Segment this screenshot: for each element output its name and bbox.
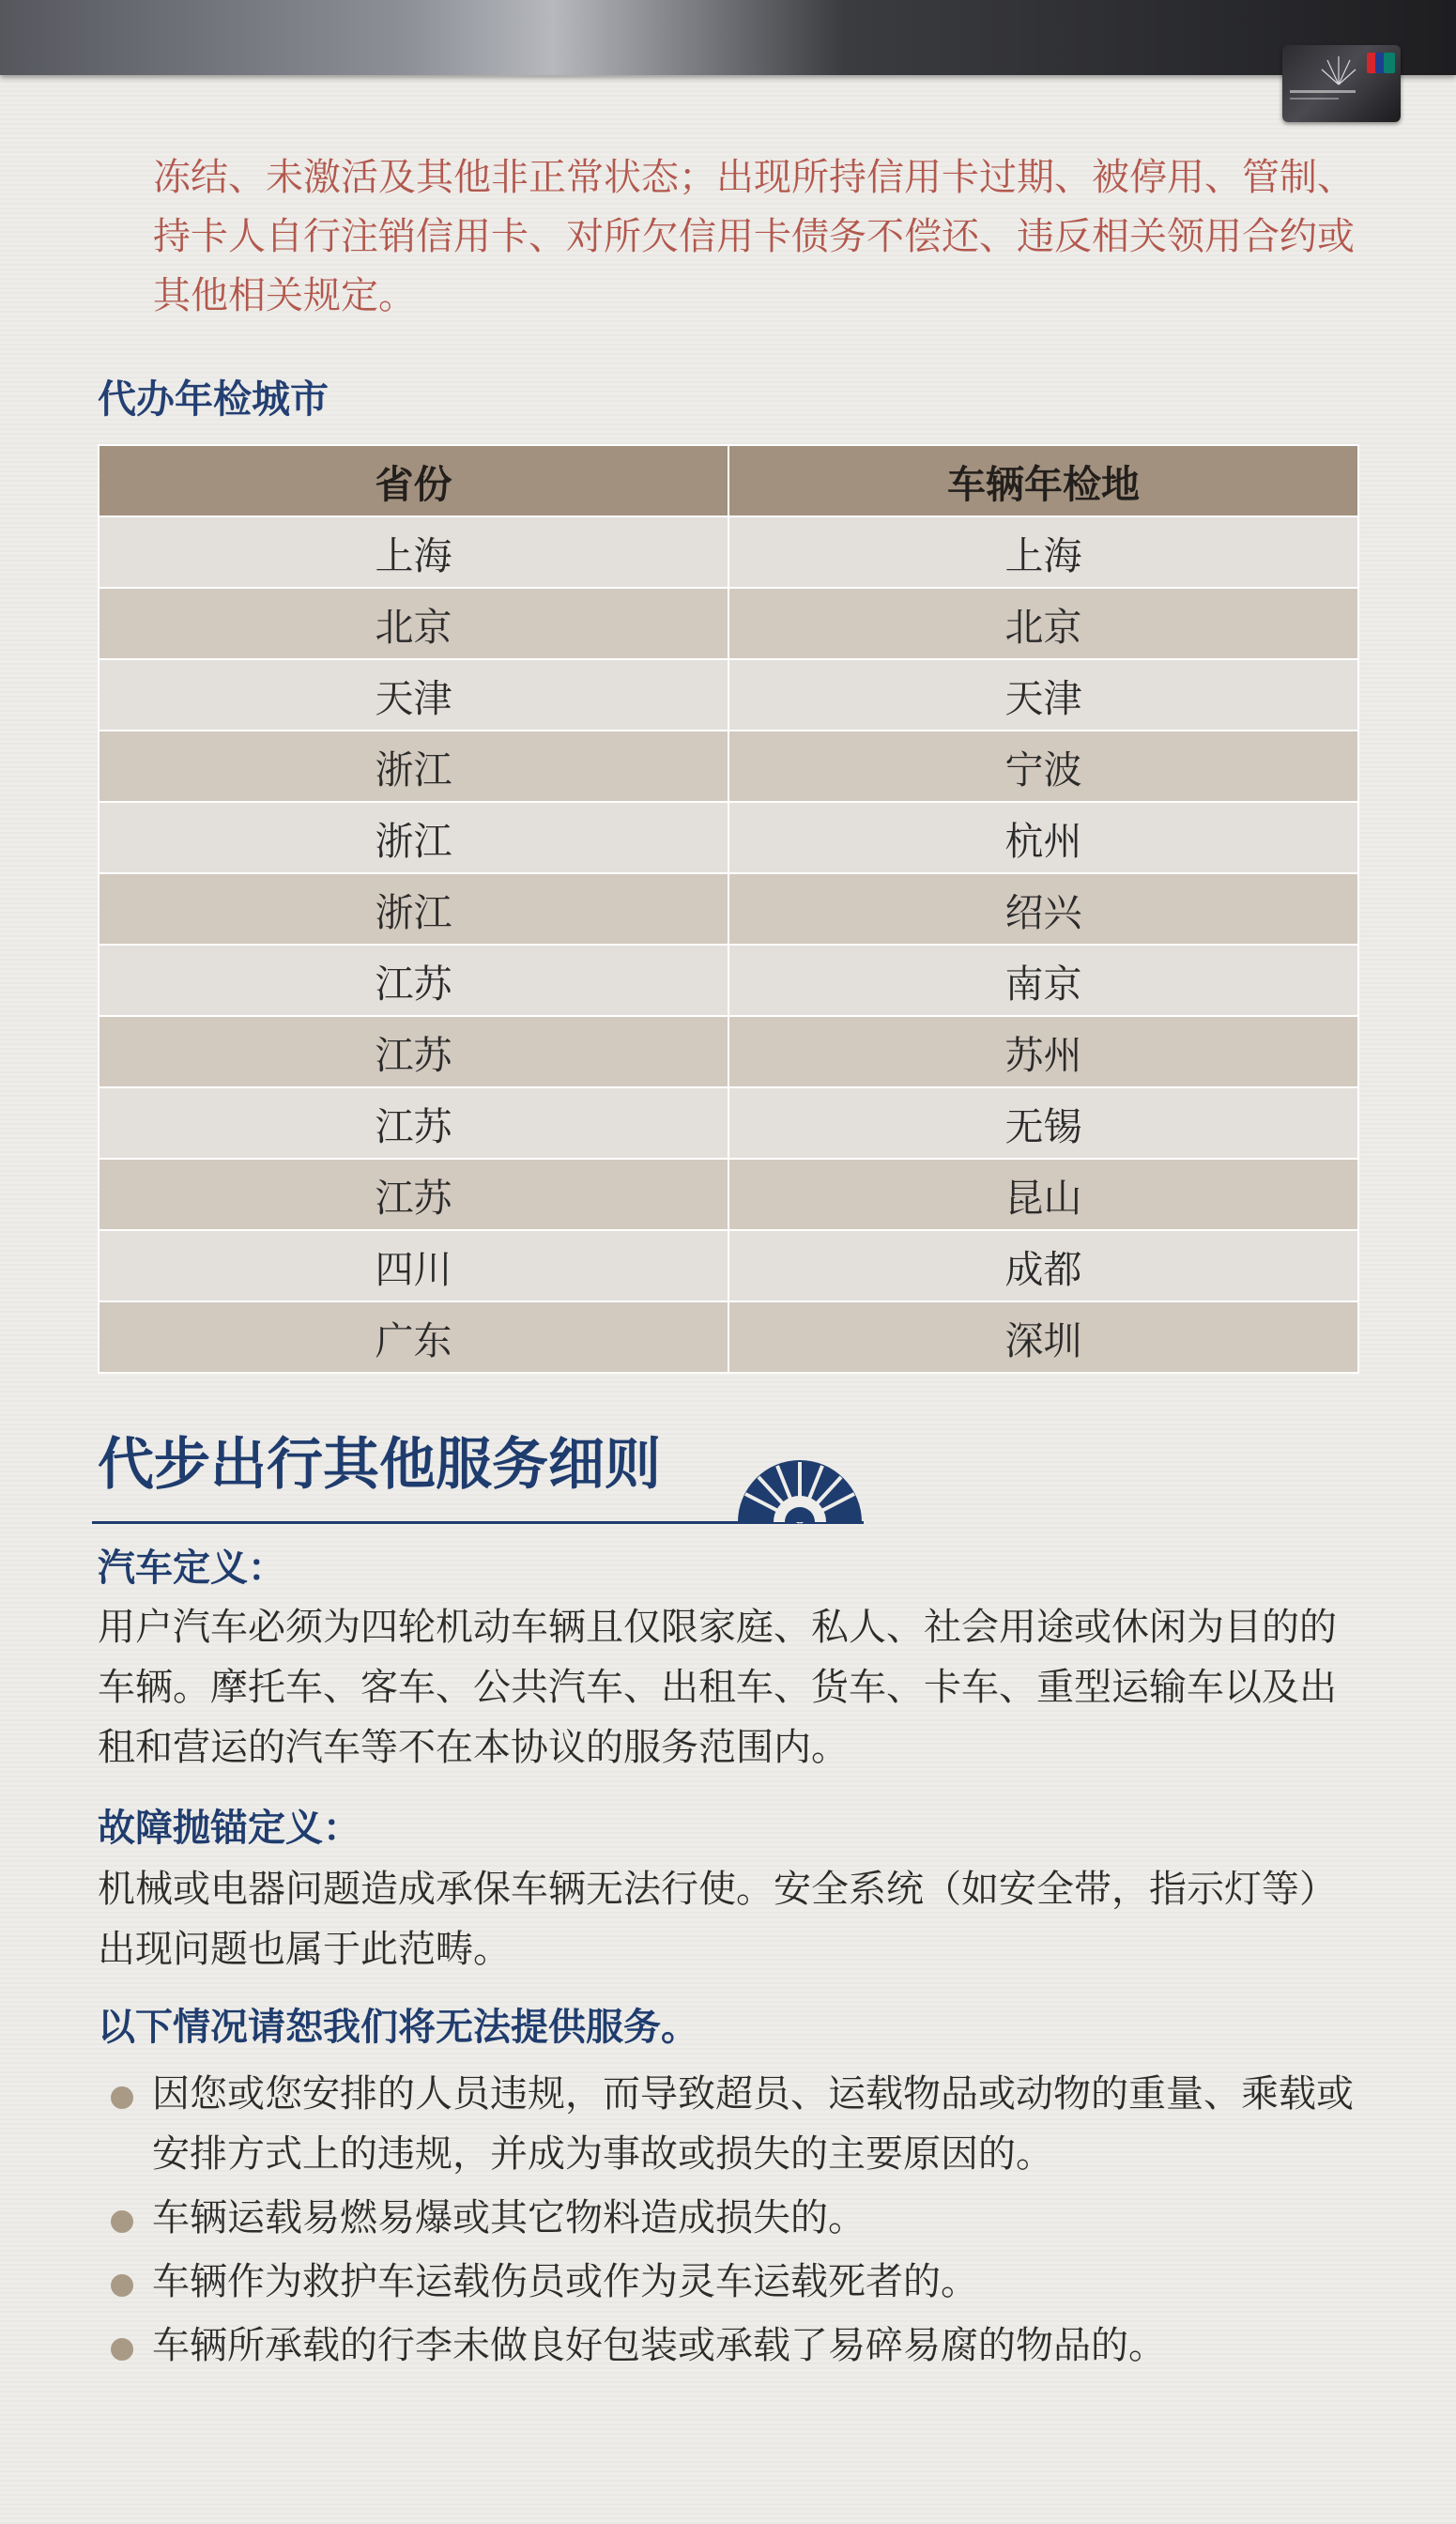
table-row [99, 1016, 1358, 1087]
exclusion-text: 因您或您安排的人员违规，而导致超员、运载物品或动物的重量、乘载或安排方式上的违规，并成为事故或损失的主要原因的。 [152, 2072, 1354, 2176]
list-item [98, 2064, 1374, 2184]
credit-card-icon [1282, 45, 1401, 122]
exclusions-label: 以下情况请恕我们将无法提供服务。 [98, 2006, 698, 2049]
city-cell: 昆山 [728, 1159, 1358, 1230]
table-header-row [99, 445, 1358, 516]
list-item [98, 2188, 1374, 2248]
list-item [98, 2316, 1374, 2376]
city-table [98, 444, 1359, 1374]
breakdown-definition-text: 机械或电器问题造成承保车辆无法行使。安全系统（如安全带，指示灯等）出现问题也属于此范畴。 [98, 1868, 1337, 1971]
table-row [99, 945, 1358, 1016]
table-row [99, 802, 1358, 873]
car-definition-text: 用户汽车必须为四轮机动车辆且仅限家庭、私人、社会用途或休闲为目的的车辆。摩托车、客车、公共汽车、出租车、货车、卡车、重型运输车以及出租和营运的汽车等不在本协议的服务范围内。 [98, 1606, 1337, 1769]
city-cell: 南京 [728, 945, 1358, 1016]
table-row [99, 1230, 1358, 1301]
province-cell: 江苏 [99, 945, 728, 1016]
intro-text: 冻结、未激活及其他非正常状态；出现所持信用卡过期、被停用、管制、持卡人自行注销信用卡、对所欠信用卡债务不偿还、违反相关领用合约或其他相关规定。 [153, 156, 1355, 317]
city-cell: 宁波 [728, 731, 1358, 802]
card-text-line [1290, 90, 1356, 93]
column-header-province: 省份 [99, 445, 728, 516]
province-cell: 江苏 [99, 1016, 728, 1087]
province-cell: 上海 [99, 516, 728, 588]
province-cell: 广东 [99, 1301, 728, 1373]
exclusions-list [98, 2064, 1374, 2379]
province-cell: 浙江 [99, 802, 728, 873]
exclusion-text: 车辆运载易燃易爆或其它物料造成损失的。 [152, 2196, 866, 2239]
breakdown-definition-label: 故障抛锚定义： [98, 1807, 360, 1850]
table-row [99, 1087, 1358, 1159]
exclusion-text: 车辆所承载的行李未做良好包装或承载了易碎易腐的物品的。 [152, 2324, 1166, 2367]
province-cell: 浙江 [99, 731, 728, 802]
province-cell: 浙江 [99, 873, 728, 945]
city-cell: 北京 [728, 588, 1358, 659]
column-header-inspection-city: 车辆年检地 [728, 445, 1358, 516]
table-row [99, 659, 1358, 731]
city-cell: 绍兴 [728, 873, 1358, 945]
city-cell: 无锡 [728, 1087, 1358, 1159]
table-row [99, 516, 1358, 588]
city-cell: 深圳 [728, 1301, 1358, 1373]
unionpay-logo-icon [1367, 53, 1395, 73]
province-cell: 北京 [99, 588, 728, 659]
bullet-dot-icon [111, 2274, 133, 2297]
exclusion-text: 车辆作为救护车运载伤员或作为灵车运载死者的。 [152, 2260, 978, 2303]
table-row [99, 1159, 1358, 1230]
table-row [99, 1301, 1358, 1373]
city-cell: 杭州 [728, 802, 1358, 873]
province-cell: 四川 [99, 1230, 728, 1301]
table-row [99, 731, 1358, 802]
fan-ornament-icon [736, 1460, 864, 1524]
province-cell: 江苏 [99, 1159, 728, 1230]
bullet-dot-icon [111, 2338, 133, 2361]
city-section-title: 代办年检城市 [98, 377, 329, 422]
city-cell: 上海 [728, 516, 1358, 588]
card-text-line [1290, 98, 1339, 100]
city-cell: 天津 [728, 659, 1358, 731]
bullet-dot-icon [111, 2210, 133, 2233]
top-decorative-band [0, 0, 1456, 75]
province-cell: 江苏 [99, 1087, 728, 1159]
card-burst-icon [1320, 54, 1357, 86]
rules-section-title: 代步出行其他服务细则 [98, 1432, 661, 1498]
car-definition-label: 汽车定义： [98, 1547, 285, 1590]
table-row [99, 588, 1358, 659]
city-cell: 成都 [728, 1230, 1358, 1301]
table-row [99, 873, 1358, 945]
list-item [98, 2252, 1374, 2312]
bullet-dot-icon [111, 2086, 133, 2109]
province-cell: 天津 [99, 659, 728, 731]
city-cell: 苏州 [728, 1016, 1358, 1087]
